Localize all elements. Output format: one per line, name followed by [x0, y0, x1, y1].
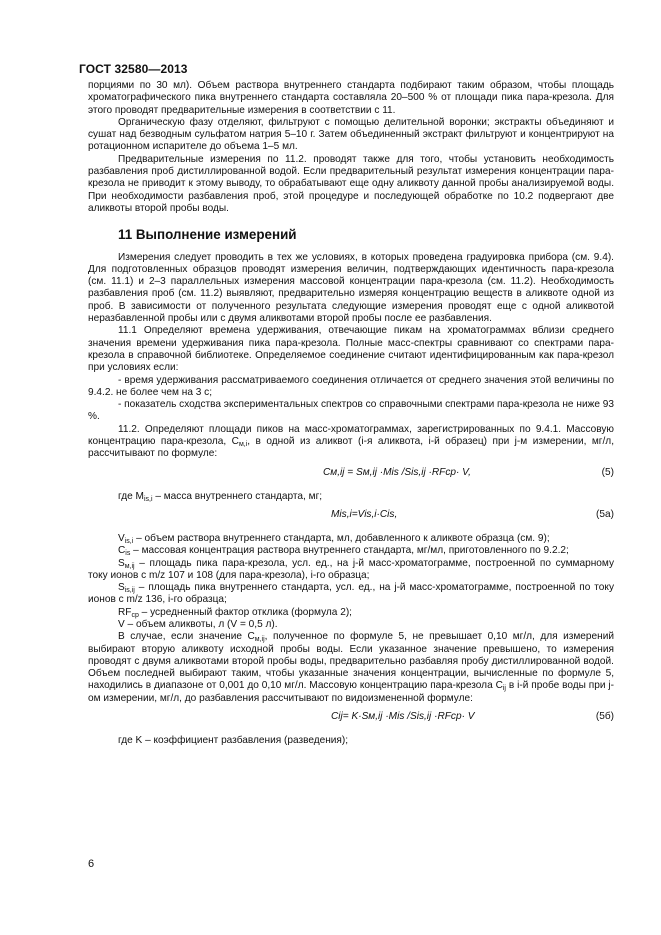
- formula-5a: [88, 509, 614, 527]
- text-run: – масса внутреннего стандарта, мг;: [152, 490, 323, 502]
- subscript: м,ij: [124, 562, 135, 570]
- definition: [88, 545, 614, 557]
- definition: [88, 533, 614, 545]
- text-run: 11.2. Определяют площади пиков на масс-хроматограммах, зарегистрированных по 9.4.1. Массовую концентрацию пара-крезола, C: [88, 423, 614, 448]
- subscript: is,ij: [124, 587, 135, 595]
- text-run: – массовая концентрация раствора внутреннего стандарта, мг/мл, приготовленного по 9.2.2;: [130, 545, 569, 557]
- text-run: в i-й пробе воды при j-ом измерении, мг/л, до разбавления рассчитывают по видоизмененной формуле:: [88, 680, 615, 704]
- text-run: S: [118, 582, 125, 594]
- text-run: S: [118, 557, 125, 569]
- formula-text: Cм,ij = Sм,ij ·Mis /Sis,ij ·RFср· V,: [323, 466, 471, 478]
- subscript: is,i: [143, 495, 153, 503]
- subscript: is: [125, 550, 131, 558]
- section-title: 11 Выполнение измерений: [118, 227, 297, 243]
- text-run: V: [118, 532, 125, 544]
- paragraph: [88, 424, 614, 461]
- definition: V – объем аликвоты, л (V = 0,5 л).: [118, 618, 278, 630]
- list-item: - время удерживания рассматриваемого соединения отличается от среднего значения этой величины по 9.4.2. не более чем на 3 с;: [88, 374, 614, 398]
- subscript: ij: [502, 685, 506, 693]
- text-run: , в одной из аликвот (i-я аликвота, i-й образец) при j-м измерении, мг/л, рассчитывают по формуле:: [88, 436, 614, 460]
- text-run: – усредненный фактор отклика (формула 2);: [138, 606, 352, 618]
- subscript: м,ij: [254, 636, 265, 644]
- text-run: – площадь пика внутреннего стандарта, усл. ед., на j-й масс-хроматограмме, построенной по току ионов с m/z 136, i-го образца;: [88, 582, 614, 606]
- text-run: – площадь пика пара-крезола, усл. ед., на j-й масс-хроматограмме, построенной по суммарному току ионов с m/z 107 и 108 (для пара-крезола), i-го образца;: [88, 557, 614, 581]
- standard-header: ГОСТ 32580—2013: [79, 62, 188, 76]
- paragraph: Измерения следует проводить в тех же условиях, в которых проведена градуировка прибора (см. 9.4). Для подготовленных образцов проводят измерения величин, подтверждающих идентичность пара-крезола (см. 11.1) и 2–3 параллельных измерения массовой концентрации пара-крезола (см. 11.2). Необходимость разбавления проб (см. 11.2) выявляют, предварительно измеряя концентрацию веществ в аликвоте одной из проб. В зависимости от полученного результата следующие измерения проводят еще с одной аликвотой неразбавленной пробы или с двумя аликвотами второй пробы после ее разбавления.: [88, 251, 614, 325]
- text-run: В случае, если значение C: [118, 631, 255, 643]
- formula-5b: [88, 711, 614, 729]
- paragraph: Органическую фазу отделяют, фильтруют с помощью делительной воронки; экстракты объединяют и сушат над безводным сульфатом натрия 5–10 г. Затем объединенный экстракт фильтруют и концентрируют на ротационном испарителе до объема 1–5 мл.: [88, 116, 614, 153]
- formula-5: [88, 467, 614, 485]
- paragraph: 11.1 Определяют времена удерживания, отвечающие пикам на хроматограммах вблизи среднего значения времени удерживания пика пара-крезола. Полные масс-спектры сравнивают со спектрами пара-крезола в справочной библиотеке. Определяемое соединение считают идентифицированным как пара-крезол при условиях если:: [88, 325, 614, 374]
- paragraph: [88, 491, 614, 503]
- paragraph: Предварительные измерения по 11.2. проводят также для того, чтобы установить необходимость разбавления проб дистиллированной водой. Если предварительный результат измерения концентрации пара-крезола не приводит к этому выводу, то обрабатывают еще одну аликвоту данной пробы анализируемой воды. При необходимости разбавления проб, этой процедуре и последующей обработке по 10.2 подвергают две аликвоты второй пробы воды.: [88, 153, 614, 214]
- list-item: - показатель сходства экспериментальных спектров со справочными спектрами пара-крезола не ниже 93 %.: [88, 399, 614, 423]
- subscript: ср: [131, 611, 139, 619]
- formula-number: (5a): [596, 508, 614, 520]
- page-number: 6: [88, 858, 95, 870]
- text-run: RF: [118, 606, 132, 618]
- formula-text: Cij= K·Sм,ij ·Mis /Sis,ij ·RFср· V: [331, 711, 475, 723]
- text-run: C: [118, 545, 126, 557]
- definition: [88, 582, 614, 607]
- formula-text: Mis,i=Vis,i·Cis,: [331, 508, 398, 520]
- text-run: – объем раствора внутреннего стандарта, мл, добавленного к аликвоте образца (см. 9);: [133, 532, 550, 544]
- paragraph: порциями по 30 мл). Объем раствора внутреннего стандарта подбирают таким образом, чтобы площадь хроматографического пика внутреннего стандарта составляла 20–500 % от площади пика пара-крезола. Для этого проводят предварительные измерения в соответствии с 11.: [88, 80, 614, 116]
- subscript: м,i: [238, 441, 248, 449]
- formula-number: (5): [601, 466, 614, 478]
- formula-number: (5б): [595, 711, 614, 723]
- subscript: is,i: [124, 537, 134, 545]
- paragraph: где K – коэффициент разбавления (разведения);: [118, 735, 349, 747]
- definition: [88, 607, 614, 619]
- paragraph: [88, 631, 614, 705]
- text-run: , полученное по формуле 5, не превышает 0,10 мг/л, для измерений выбирают вторую аликвоту исходной пробы воды. Если указанное значение превышено, то измерения проводят с двумя аликвотами второй пробы воды, предварительно разбавляя пробу дистиллированной водой. Объем последней выбирают таким, чтобы указанные значения концентрации, вычисленные по формуле 5, находились в диапазоне от 0,001 до 0,10 мг/л. Массовую концентрацию пара-крезола C: [88, 631, 614, 692]
- text-run: где M: [118, 490, 144, 502]
- definition: [88, 558, 614, 583]
- document-body: [88, 80, 614, 747]
